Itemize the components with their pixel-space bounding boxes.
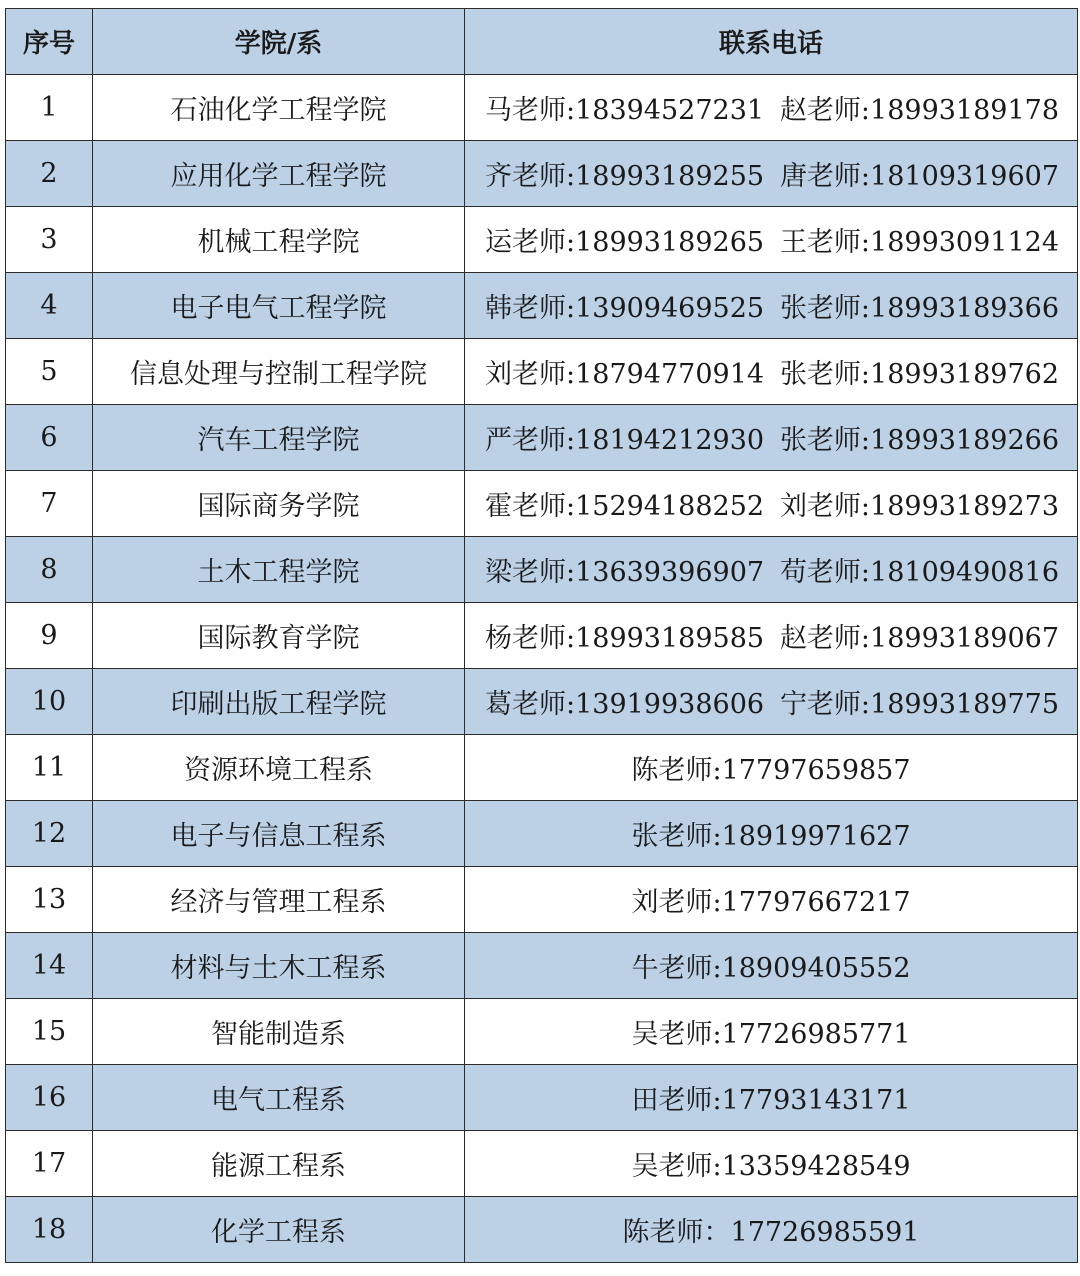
row-number: 13 xyxy=(6,867,93,933)
table-row xyxy=(6,405,1078,471)
row-number: 9 xyxy=(6,603,93,669)
department-name: 应用化学工程学院 xyxy=(93,141,465,207)
contact-phone-cell xyxy=(465,471,1078,537)
department-name: 经济与管理工程系 xyxy=(93,867,465,933)
table-row xyxy=(6,1131,1078,1197)
contact-entry: 葛老师:13919938606 xyxy=(485,689,765,720)
department-name: 能源工程系 xyxy=(93,1131,465,1197)
contact-entry: 韩老师:13909469525 xyxy=(485,293,765,324)
table-row xyxy=(6,801,1078,867)
contact-entry: 唐老师:18109319607 xyxy=(779,161,1059,192)
department-name: 电子与信息工程系 xyxy=(93,801,465,867)
department-name: 印刷出版工程学院 xyxy=(93,669,465,735)
table-row xyxy=(6,471,1078,537)
department-name: 国际商务学院 xyxy=(93,471,465,537)
contact-phone-cell xyxy=(465,801,1078,867)
contact-pair xyxy=(465,484,1077,523)
row-number: 16 xyxy=(6,1065,93,1131)
department-name: 石油化学工程学院 xyxy=(93,75,465,141)
header-department: 学院/系 xyxy=(93,9,465,75)
contact-entry: 陈老师：17726985591 xyxy=(622,1217,920,1248)
contact-phone-cell xyxy=(465,1131,1078,1197)
contact-phone-cell xyxy=(465,999,1078,1065)
table-row xyxy=(6,75,1078,141)
row-number: 2 xyxy=(6,141,93,207)
row-number: 3 xyxy=(6,207,93,273)
department-name: 土木工程学院 xyxy=(93,537,465,603)
contact-entry: 刘老师:17797667217 xyxy=(631,887,911,918)
contact-entry: 杨老师:18993189585 xyxy=(485,623,765,654)
table-row xyxy=(6,207,1078,273)
contact-phone-cell xyxy=(465,405,1078,471)
department-name: 电气工程系 xyxy=(93,1065,465,1131)
contact-entry: 吴老师:17726985771 xyxy=(631,1019,911,1050)
row-number: 17 xyxy=(6,1131,93,1197)
row-number: 12 xyxy=(6,801,93,867)
table-row xyxy=(6,1065,1078,1131)
row-number: 4 xyxy=(6,273,93,339)
table-row xyxy=(6,603,1078,669)
contact-entry: 张老师:18993189266 xyxy=(779,425,1059,456)
contact-pair xyxy=(465,286,1077,325)
contact-entry: 严老师:18194212930 xyxy=(485,425,765,456)
contact-table xyxy=(5,8,1078,1263)
department-name: 智能制造系 xyxy=(93,999,465,1065)
contact-entry: 刘老师:18993189273 xyxy=(779,491,1059,522)
contact-phone-cell xyxy=(465,933,1078,999)
contact-entry: 霍老师:15294188252 xyxy=(485,491,765,522)
contact-entry: 刘老师:18794770914 xyxy=(485,359,765,390)
row-number: 7 xyxy=(6,471,93,537)
contact-pair xyxy=(465,616,1077,655)
row-number: 6 xyxy=(6,405,93,471)
row-number: 1 xyxy=(6,75,93,141)
table-row xyxy=(6,141,1078,207)
contact-entry: 吴老师:13359428549 xyxy=(631,1151,911,1182)
header-number: 序号 xyxy=(6,9,93,75)
contact-table-container xyxy=(5,8,1077,1263)
contact-entry: 陈老师:17797659857 xyxy=(631,755,911,786)
contact-entry: 赵老师:18993189178 xyxy=(779,95,1059,126)
contact-entry: 赵老师:18993189067 xyxy=(779,623,1059,654)
contact-pair xyxy=(465,220,1077,259)
contact-phone-cell xyxy=(465,735,1078,801)
table-row xyxy=(6,669,1078,735)
department-name: 资源环境工程系 xyxy=(93,735,465,801)
table-row xyxy=(6,273,1078,339)
row-number: 18 xyxy=(6,1197,93,1263)
table-row xyxy=(6,537,1078,603)
row-number: 11 xyxy=(6,735,93,801)
row-number: 15 xyxy=(6,999,93,1065)
contact-phone-cell xyxy=(465,867,1078,933)
contact-pair xyxy=(465,682,1077,721)
department-name: 化学工程系 xyxy=(93,1197,465,1263)
contact-entry: 张老师:18993189366 xyxy=(779,293,1059,324)
contact-phone-cell xyxy=(465,75,1078,141)
contact-entry: 梁老师:13639396907 xyxy=(485,557,765,588)
table-row xyxy=(6,339,1078,405)
contact-pair xyxy=(465,352,1077,391)
department-name: 汽车工程学院 xyxy=(93,405,465,471)
department-name: 机械工程学院 xyxy=(93,207,465,273)
contact-pair xyxy=(465,154,1077,193)
row-number: 8 xyxy=(6,537,93,603)
contact-phone-cell xyxy=(465,1197,1078,1263)
contact-pair xyxy=(465,88,1077,127)
contact-entry: 运老师:18993189265 xyxy=(485,227,765,258)
contact-entry: 王老师:18993091124 xyxy=(779,227,1059,258)
table-header-row xyxy=(6,9,1078,75)
contact-entry: 张老师:18919971627 xyxy=(631,821,911,852)
contact-entry: 张老师:18993189762 xyxy=(779,359,1059,390)
contact-phone-cell xyxy=(465,537,1078,603)
table-row xyxy=(6,867,1078,933)
contact-entry: 苟老师:18109490816 xyxy=(779,557,1059,588)
table-body xyxy=(6,75,1078,1263)
contact-phone-cell xyxy=(465,669,1078,735)
header-phone: 联系电话 xyxy=(465,9,1078,75)
department-name: 国际教育学院 xyxy=(93,603,465,669)
department-name: 材料与土木工程系 xyxy=(93,933,465,999)
contact-pair xyxy=(465,550,1077,589)
contact-phone-cell xyxy=(465,339,1078,405)
table-row xyxy=(6,735,1078,801)
contact-pair xyxy=(465,418,1077,457)
department-name: 电子电气工程学院 xyxy=(93,273,465,339)
contact-phone-cell xyxy=(465,1065,1078,1131)
row-number: 5 xyxy=(6,339,93,405)
table-row xyxy=(6,933,1078,999)
contact-phone-cell xyxy=(465,603,1078,669)
contact-phone-cell xyxy=(465,273,1078,339)
department-name: 信息处理与控制工程学院 xyxy=(93,339,465,405)
table-row xyxy=(6,1197,1078,1263)
row-number: 14 xyxy=(6,933,93,999)
contact-entry: 马老师:18394527231 xyxy=(485,95,765,126)
contact-entry: 齐老师:18993189255 xyxy=(485,161,765,192)
row-number: 10 xyxy=(6,669,93,735)
contact-entry: 宁老师:18993189775 xyxy=(779,689,1059,720)
table-row xyxy=(6,999,1078,1065)
contact-phone-cell xyxy=(465,141,1078,207)
contact-entry: 牛老师:18909405552 xyxy=(631,953,911,984)
contact-entry: 田老师:17793143171 xyxy=(631,1085,911,1116)
contact-phone-cell xyxy=(465,207,1078,273)
